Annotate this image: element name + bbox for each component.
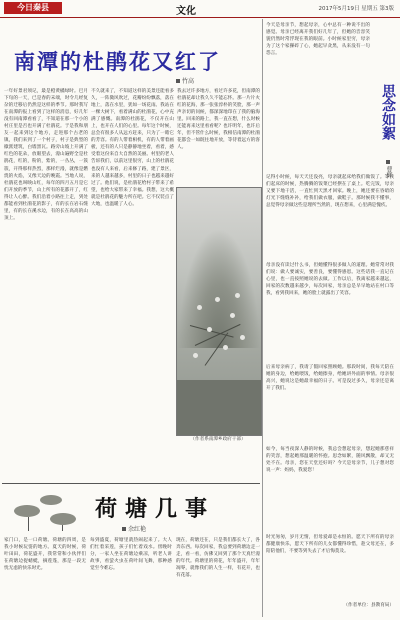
article1-author: 竹高 [182,78,195,85]
article1-column-1: 一年好景君须记，最是橙黄橘绿时。巴月下旬的一天，已是春的末端，时令几经复杂的迁移后仍然是这样的季节。那时我写在南潭的报上看到了这样的消息，好几年没有回南潭看看了，不知道在那一个小的村庄里是否也开满了杜鹃花。于是我和朋友一起来到这个地方，走进那个古老的镇，我们来到了一个村子，村子是典型的徽派建筑，白墙黑瓦。路旁山坡上开满了红色的花朵，放眼望去，漫山遍野全是杜鹃花，红的，粉的，紫的，一丛丛，一簇簇，开得那样热烈，那样烂漫，就像是燃烧的火焰，又像天边的晚霞。当地人说，杜鹃花也叫映山红，每年的四月五月是它们开放的季节，山上所有的花都开了，红得让人心醉。我们沿着小路往上走，到处都能看到杜鹃花的影子，有的长在岩石缝里，有的长在溪水边，有的长在高高的山顶上。 [4,89,88,221]
byline-square-icon [386,160,390,164]
article2-column-3: 现在，荷塘还在，只是我们都长大了，各奔东西。每次回家，我总要到荷塘边走一走，看一看，仿佛又回到了那个天真烂漫的年代。荷塘里的荷花，年年盛开，年年凋零，就像我们的人生一样，有花开，也有花落。 [176,538,260,579]
column-paragraph-5: 如今，每当夜深人静的时候，我总会想起母亲，想起她那慈祥的笑容，想起她那温暖的怀抱。思念如絮，随风飘散，却又无处不在。母亲，您在天堂还好吗？今天是母亲节，儿子想对您说一声：妈妈，我爱您！ [266,447,394,474]
column-author-note: （作者单位：县教育局） [343,603,394,608]
issue-info: 2017年5月19日 星期五 第3版 [318,6,394,12]
article2-column-2: 每到盛夏，荷塘里就热闹起来了。大人们忙着采莲，孩子们忙着戏水。傍晚时分，一家人坐在荷塘边乘凉，听老人讲故事，看萤火虫在荷叶间飞舞，那种感觉至今难忘。 [90,538,172,572]
byline-square-icon [122,527,126,531]
page-header [0,0,400,18]
section-title: 文化 [176,6,196,17]
byline-square-icon [176,79,180,83]
column-paragraph-4: 后来母亲病了，我请了假回家照顾她。那段时间，我每天陪在她的身边，给她喂饭，给她擦身，给她讲外面的事情。母亲很高兴，她说这是她最幸福的日子。可是没过多久，母亲还是离开了我们。 [266,365,394,392]
photo-ground [177,380,261,435]
lotus-illustration [10,491,80,531]
article2-byline [122,524,146,533]
masthead-logo: 今日秦县 [4,2,62,14]
column-paragraph-6: 时光匆匆，岁月无情，但母爱却是永恒的。愿天下所有的母亲都健康快乐，愿天下所有的儿女都懂得珍惜，趁父母还在，多陪陪他们，不要等到失去了才后悔莫及。 [266,535,394,555]
article2-title: 荷塘几事 [95,496,216,522]
column-paragraph-3: 母亲没有读过什么书，但她懂得很多做人的道理。她常常对我们说：做人要诚实，要善良，要懂得感恩。这些话我一直记在心里，也一直按照她说的去做。工作以后，我离家越来越远，回家的次数越来越少，每次回家，母亲总是早早地站在村口等我，看到我回来，她的脸上就露出了笑容。 [266,263,394,297]
photo-caption: （作者系南潭乡政府干部） [190,437,246,442]
article1-title: 南潭的杜鹃花又红了 [14,49,221,74]
column-title: 思念如絮 [380,84,396,140]
article1-column-3: 我去过许多地方，看过许多花，但南潭的杜鹃花却让我久久不能忘怀。那一片片火红的花海，那一张张淳朴的笑脸，那一声声亲切的问候，都深深地印在了我的脑海里。回来的路上，我一直在想，什么时候还能再来这里看看呢？也许明年，也许后年，但不管什么时候，我相信南潭的杜鹃花都会一如既往地开放，等待着远方的客人。 [177,89,260,151]
article-divider [2,483,260,484]
column-paragraph-1: 今天是母亲节，想起母亲，心中总有一种说不出的感觉。母亲已经离开我们好几年了，但她的音容笑貌仍然时常浮现在我的眼前。小时候家里穷，母亲为了这个家操碎了心，她起早贪黑，从来没有一句怨言。 [266,23,370,57]
column-author: 曹辉 [385,166,392,178]
article1-column-2: 不久就来了，不知道这样的美景还能看多久，一阵微风吹过，花瓣纷纷飘落，落在地上，落在水里，犹如一场花雨。我站在一棵大树下，看着满山的杜鹃花，心中充满了感慨。南潭的杜鹃花，不仅开在山上，也开在人们的心里。每年这个时候，总会有很多人从远方赶来，只为了一睹它的芳容。有的人带着相机，有的人带着画板，还有的人只是静静地坐着，看着，感受着这份来自大自然的美丽。村里的老人告诉我们，以前这里很穷，山上的杜鹃花也没有人来看，后来修了路，建了景区，来的人越来越多，村里的日子也越来越好过了。他们说，是杜鹃花给村子带来了希望，也给大家带来了幸福。我想，这大概就是杜鹃花的魅力所在吧。它不仅装点了大地，也温暖了人心。 [91,89,174,207]
article2-author: 余红艳 [128,526,147,533]
azalea-photo [176,187,262,436]
column-divider [262,19,263,617]
photo-flowers [185,285,253,375]
article2-column-1: 家门口，是一口荷塘。荷塘的四周，是我小时候玩耍的地方。夏天的时候，荷叶田田，荷花盛开，我常常和小伙伴们在荷塘边捉蜻蜓，摘莲蓬，那是一段无忧无虑的快乐时光。 [4,538,86,572]
column-paragraph-2: 记得小时候，每天天还没亮，母亲就起床给我们做饭了。等我们起床的时候，热腾腾的饭菜已经摆在了桌上。吃完饭，母亲又要下地干活，一直忙到天黑才回家。晚上，她还要在昏暗的灯光下缝缝补补，给我们做衣服，做鞋子。那时候我不懂事，总觉得母亲做这些是理所当然的，现在想来，心里满是愧疚。 [266,175,394,209]
article1-byline [176,76,194,85]
